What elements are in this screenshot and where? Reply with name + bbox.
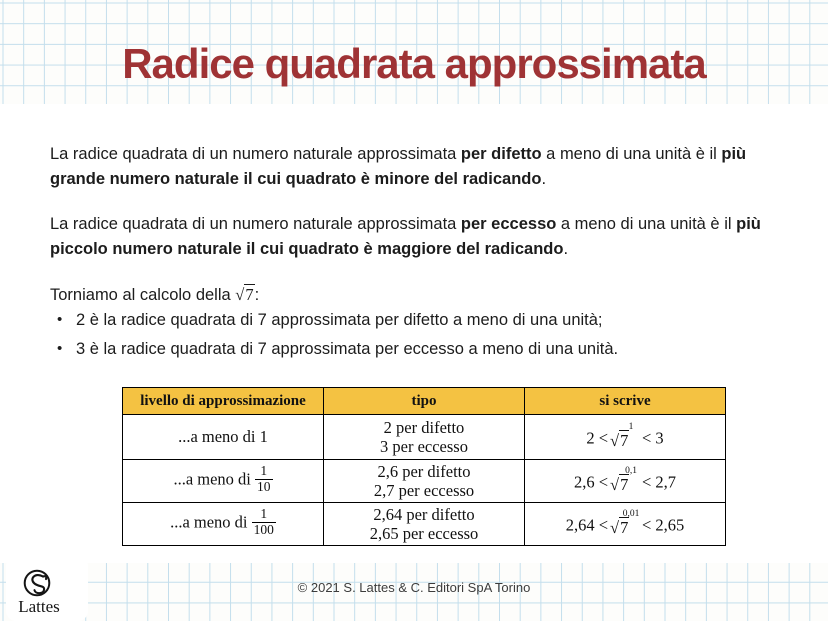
text-run: La radice quadrata di un numero naturale approssimata <box>50 215 461 233</box>
expr-right: < 3 <box>642 428 664 448</box>
table-row <box>123 415 726 460</box>
radical-sign: √ <box>610 518 620 538</box>
expr-left: 2 < <box>586 428 608 448</box>
approximation-level: 0,1 <box>625 465 637 476</box>
tipo-cell <box>324 415 525 460</box>
level-cell <box>123 503 324 546</box>
tipo-cell <box>324 503 525 546</box>
approximation-level: 0,01 <box>622 508 640 519</box>
expr-right: < 2,7 <box>642 472 677 492</box>
bullet-icon: • <box>57 339 63 357</box>
sqrt-7-expression <box>235 284 254 304</box>
radical-sign: √ <box>610 475 620 495</box>
text-run: La radice quadrata di un numero naturale approssimata <box>50 145 461 163</box>
column-header-si-scrive: si scrive <box>525 388 726 415</box>
tipo-line: 2,7 per eccesso <box>373 481 475 500</box>
radicand: 7 <box>620 431 629 451</box>
table-row <box>123 503 726 546</box>
level-text: ...a meno di <box>173 469 256 489</box>
level-cell <box>123 415 324 460</box>
list-item <box>50 335 795 364</box>
tipo-line: 2,6 per difetto <box>377 462 471 481</box>
expr-right: < 2,65 <box>642 515 685 535</box>
level-text: ...a meno di <box>170 512 252 532</box>
text-run: . <box>563 240 569 258</box>
approximation-level: 1 <box>628 421 634 432</box>
definition-per-difetto <box>50 142 790 192</box>
level-text: ...a meno di <box>178 427 260 446</box>
list-item <box>50 306 795 335</box>
definition-per-eccesso <box>50 212 790 262</box>
bullet-list <box>50 306 795 363</box>
lattes-logo-text: Lattes <box>18 597 60 616</box>
text-run: Torniamo al calcolo della <box>50 286 236 304</box>
text-run-bold: per difetto <box>460 145 542 163</box>
expr-left: 2,64 < <box>565 515 608 535</box>
radical-sign: √ <box>235 285 245 304</box>
fraction-denominator: 10 <box>257 479 271 494</box>
torniamo-line <box>50 282 790 308</box>
tipo-line: 2,64 per difetto <box>373 505 475 524</box>
tipo-cell <box>324 460 525 503</box>
fraction-numerator: 1 <box>260 463 268 479</box>
level-cell <box>123 460 324 503</box>
fraction-numerator: 1 <box>260 506 268 522</box>
expr-left: 2,6 < <box>573 472 608 492</box>
table-header-row <box>123 388 726 415</box>
radicand: 7 <box>245 285 254 304</box>
text-run-bold: più piccolo numero naturale il cui quadrato è maggiore del radicando <box>50 215 761 258</box>
page-title: Radice quadrata approssimata <box>122 40 706 87</box>
text-run: . <box>541 170 547 188</box>
radical-expression <box>610 423 640 452</box>
si-scrive-cell <box>525 415 726 460</box>
radical-sign: √ <box>610 431 620 451</box>
bullet-text: 2 è la radice quadrata di 7 approssimata per difetto a meno di una unità; <box>76 311 603 329</box>
text-run: a meno di una unità è il <box>541 145 722 163</box>
text-run: a meno di una unità è il <box>556 215 737 233</box>
column-header-tipo: tipo <box>324 388 525 415</box>
radicand: 7 <box>620 475 629 495</box>
tipo-line: 3 per eccesso <box>380 437 468 456</box>
fraction-denominator: 100 <box>253 522 274 537</box>
fraction <box>255 464 273 495</box>
copyright-text: © 2021 S. Lattes & C. Editori SpA Torino <box>297 580 531 595</box>
text-run: : <box>254 286 260 304</box>
text-run-bold: più grande numero naturale il cui quadrato è minore del radicando <box>50 145 747 188</box>
fraction <box>252 507 276 538</box>
si-scrive-cell <box>525 503 726 546</box>
radical-expression <box>610 510 640 539</box>
column-header-livello: livello di approssimazione <box>123 388 324 415</box>
radicand: 7 <box>620 518 629 538</box>
bullet-icon: • <box>57 311 63 328</box>
level-value: 1 <box>259 427 268 446</box>
tipo-line: 2 per difetto <box>383 418 465 437</box>
text-run-bold: per eccesso <box>460 215 557 233</box>
approximation-table <box>122 387 726 546</box>
bullet-text: 3 è la radice quadrata di 7 approssimata per eccesso a meno di una unità. <box>76 339 619 358</box>
si-scrive-cell <box>525 460 726 503</box>
table-row <box>123 460 726 503</box>
radical-expression <box>610 467 640 496</box>
tipo-line: 2,65 per eccesso <box>369 524 479 543</box>
